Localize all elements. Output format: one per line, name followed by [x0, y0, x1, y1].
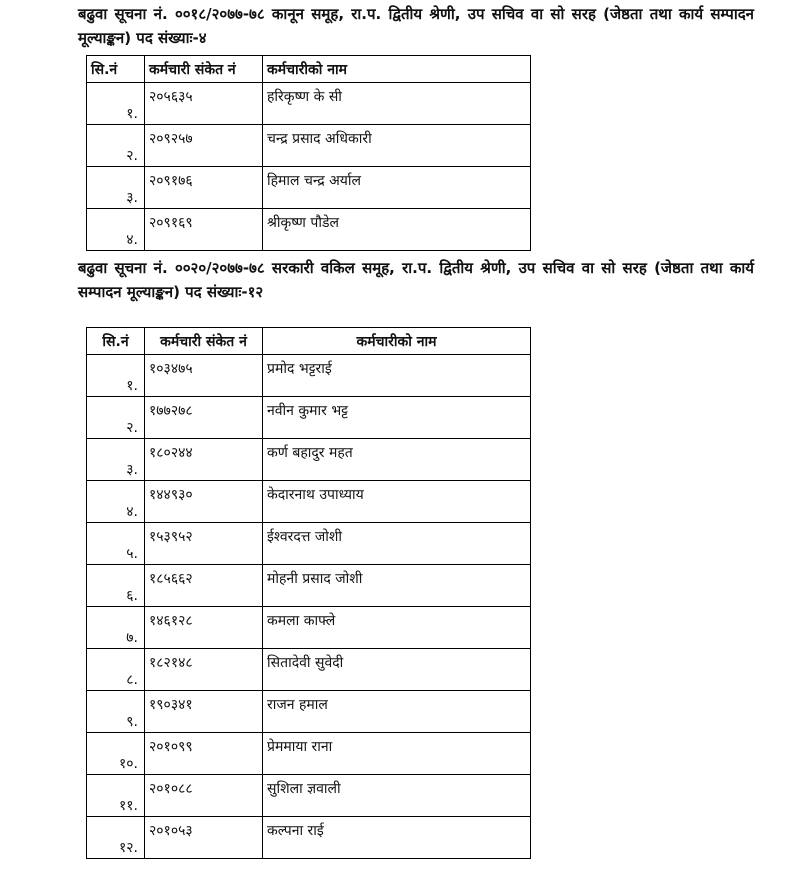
name-cell: चन्द्र प्रसाद अधिकारी — [263, 125, 531, 167]
table-row — [87, 209, 531, 251]
serial-cell: ४. — [87, 481, 145, 523]
table-row — [87, 691, 531, 733]
code-cell: २०९१६९ — [145, 209, 263, 251]
name-cell: राजन हमाल — [263, 691, 531, 733]
serial-cell: ८. — [87, 649, 145, 691]
code-cell: २०१०५३ — [145, 817, 263, 859]
table-row — [87, 397, 531, 439]
serial-cell: २. — [87, 125, 145, 167]
serial-cell: ११. — [87, 775, 145, 817]
table-row — [87, 439, 531, 481]
name-cell: मोहनी प्रसाद जोशी — [263, 565, 531, 607]
serial-cell: २. — [87, 397, 145, 439]
code-cell: २०९२५७ — [145, 125, 263, 167]
name-cell: प्रमोद भट्टराई — [263, 355, 531, 397]
code-cell: २०९१७६ — [145, 167, 263, 209]
name-cell: कमला काफ्ले — [263, 607, 531, 649]
code-cell: १८२१४८ — [145, 649, 263, 691]
serial-cell: ३. — [87, 167, 145, 209]
table-row — [87, 607, 531, 649]
table-row — [87, 565, 531, 607]
code-cell: २०१०८८ — [145, 775, 263, 817]
code-cell: १८०२४४ — [145, 439, 263, 481]
code-cell: १९०३४१ — [145, 691, 263, 733]
code-cell: १८५६६२ — [145, 565, 263, 607]
table-header-row — [87, 328, 531, 355]
serial-cell: १. — [87, 355, 145, 397]
name-cell: कल्पना राई — [263, 817, 531, 859]
serial-cell: १. — [87, 83, 145, 125]
table-row — [87, 523, 531, 565]
code-cell: १४४९३० — [145, 481, 263, 523]
column-header-serial: सि.नं — [87, 56, 145, 83]
serial-cell: ५. — [87, 523, 145, 565]
table-row — [87, 775, 531, 817]
code-cell: २०५६३५ — [145, 83, 263, 125]
section-1-table — [86, 55, 531, 251]
table-header-row — [87, 56, 531, 83]
serial-cell: १२. — [87, 817, 145, 859]
code-cell: २०१०९९ — [145, 733, 263, 775]
name-cell: हरिकृष्ण के सी — [263, 83, 531, 125]
name-cell: सुशिला ज्ञवाली — [263, 775, 531, 817]
column-header-code: कर्मचारी संकेत नं — [145, 56, 263, 83]
section-2-heading: बढुवा सूचना नं. ००२०/२०७७-७८ सरकारी वकिल समूह, रा.प. द्वितीय श्रेणी, उप सचिव वा सो सरह (जेष्ठता तथा कार्य सम्पादन मूल्याङ्कन) पद संख्याः-१२ — [78, 259, 754, 301]
table-row — [87, 733, 531, 775]
code-cell: १४६१२८ — [145, 607, 263, 649]
table-row — [87, 481, 531, 523]
section-1-heading: बढुवा सूचना नं. ००१८/२०७७-७८ कानून समूह, रा.प. द्वितीय श्रेणी, उप सचिव वा सो सरह (जेष्ठता तथा कार्य सम्पादन मूल्याङ्कन) पद संख्याः-४ — [78, 5, 754, 47]
name-cell: कर्ण बहादुर महत — [263, 439, 531, 481]
column-header-serial: सि.नं — [87, 328, 145, 355]
name-cell: प्रेममाया राना — [263, 733, 531, 775]
name-cell: नवीन कुमार भट्ट — [263, 397, 531, 439]
table-row — [87, 649, 531, 691]
column-header-name: कर्मचारीको नाम — [263, 56, 531, 83]
name-cell: सितादेवी सुवेदी — [263, 649, 531, 691]
name-cell: केदारनाथ उपाध्याय — [263, 481, 531, 523]
name-cell: हिमाल चन्द्र अर्याल — [263, 167, 531, 209]
serial-cell: ९. — [87, 691, 145, 733]
section-2-table — [86, 327, 531, 859]
code-cell: १५३९५२ — [145, 523, 263, 565]
name-cell: ईश्वरदत्त जोशी — [263, 523, 531, 565]
table-row — [87, 167, 531, 209]
code-cell: १७७२७८ — [145, 397, 263, 439]
code-cell: १०३४७५ — [145, 355, 263, 397]
serial-cell: ४. — [87, 209, 145, 251]
serial-cell: ३. — [87, 439, 145, 481]
table-row — [87, 125, 531, 167]
table-row — [87, 355, 531, 397]
serial-cell: ७. — [87, 607, 145, 649]
column-header-name: कर्मचारीको नाम — [263, 328, 531, 355]
table-row — [87, 83, 531, 125]
table-row — [87, 817, 531, 859]
name-cell: श्रीकृष्ण पौडेल — [263, 209, 531, 251]
serial-cell: १०. — [87, 733, 145, 775]
column-header-code: कर्मचारी संकेत नं — [145, 328, 263, 355]
serial-cell: ६. — [87, 565, 145, 607]
